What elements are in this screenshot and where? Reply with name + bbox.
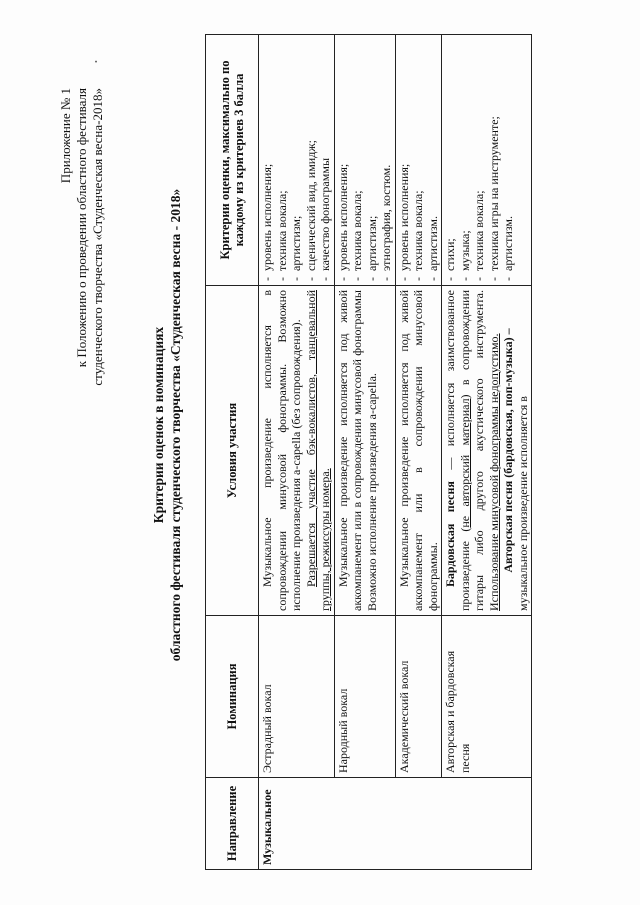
criterion-item: - этнография, костюм. <box>379 39 394 281</box>
table-row <box>259 35 335 870</box>
conditions-cell <box>395 286 442 616</box>
condition-paragraph: Разрешается участие бэк-вокалистов, танцевальной группы, режиссуры номера. <box>303 290 332 611</box>
appendix-line-1: Приложение № 1 <box>58 88 73 184</box>
criterion-item: - музыка; <box>458 39 473 281</box>
criterion-item: - артистизм; <box>289 39 304 281</box>
condition-paragraph: Музыкальное произведение исполняется под живой аккомпанемент или в сопровождении минусовой фонограммы. <box>396 290 440 611</box>
bard-underlined-material: не авторский материал <box>457 398 472 528</box>
criterion-item: - уровень исполнения; <box>336 39 351 281</box>
table-row <box>442 35 532 870</box>
criteria-cell <box>259 35 335 286</box>
criterion-item: - техника игры на инструменте; <box>487 39 502 281</box>
criteria-cell <box>395 35 442 286</box>
conditions-cell <box>259 286 335 616</box>
criterion-item: - техника вокала; <box>275 39 290 281</box>
criterion-item: - техника вокала; <box>350 39 365 281</box>
appendix-header <box>58 88 106 448</box>
criteria-table <box>205 34 532 870</box>
nomination-cell: Авторская и бардовская песня <box>442 616 532 778</box>
author-song-heading: Авторская песня (бардовская, поп-музыка) – <box>501 328 515 573</box>
title-line-2: областного фестиваля студенческого творчества «Студенческая весна - 2018» <box>168 188 183 662</box>
criterion-item: - качество фонограммы <box>318 39 333 281</box>
condition-paragraph: Музыкальное произведение исполняется под живой аккомпанемент или в сопровождении минусовой фонограммы Возможно исполнение произведения а-capella. <box>335 290 379 611</box>
header-direction: Направление <box>206 778 259 870</box>
author-song-text: музыкальное произведение исполняется в <box>515 396 530 611</box>
bard-text: ) в сопровождении гитары либо другого акустического инструмента. <box>457 289 486 611</box>
bard-underlined-rule: Использование минусовой фонограммы недопустимо. <box>486 333 501 611</box>
table-header-row <box>206 35 259 870</box>
criterion-item: - сценический вид, имидж; <box>304 39 319 281</box>
criterion-item: - артистизм; <box>365 39 380 281</box>
criterion-item: - артистизм. <box>501 39 516 281</box>
direction-cell: Музыкальное <box>259 778 532 870</box>
header-criteria: Критерии оценки, максимально по каждому из критериев 3 балла <box>206 35 259 286</box>
document-title <box>150 145 184 705</box>
bard-paragraph <box>443 290 501 611</box>
condition-paragraph: Музыкальное произведение исполняется в сопровождении минусовой фонограммы. Возможно исполнение произведения а-capella (без сопровождения). <box>260 290 303 611</box>
header-nomination: Номинация <box>206 616 259 778</box>
appendix-line-2: к Положению о проведении областного фестиваля <box>74 88 89 368</box>
bard-dash-text: — исполняется заимствованное произведение ( <box>443 290 472 611</box>
nomination-cell: Академический вокал <box>395 616 442 778</box>
criterion-item: - уровень исполнения; <box>260 39 275 281</box>
criterion-item: - артистизм. <box>426 39 441 281</box>
appendix-line-3: студенческого творчества «Студенческая весна-2018» <box>90 88 105 386</box>
nomination-cell: Народный вокал <box>334 616 395 778</box>
conditions-cell <box>334 286 395 616</box>
table-row <box>334 35 395 870</box>
criteria-cell <box>334 35 395 286</box>
header-conditions: Условия участия <box>206 286 259 616</box>
table-row <box>395 35 442 870</box>
nomination-cell: Эстрадный вокал <box>259 616 335 778</box>
bard-term: Бардовская песня <box>443 481 457 587</box>
criteria-cell <box>442 35 532 286</box>
criterion-item: - техника вокала; <box>472 39 487 281</box>
criterion-item: - уровень исполнения; <box>397 39 412 281</box>
criterion-item: - техника вокала; <box>411 39 426 281</box>
title-line-1: Критерии оценок в номинациях <box>151 326 166 524</box>
conditions-cell <box>442 286 532 616</box>
scan-speck: • <box>92 60 101 63</box>
criterion-item: - стихи; <box>443 39 458 281</box>
